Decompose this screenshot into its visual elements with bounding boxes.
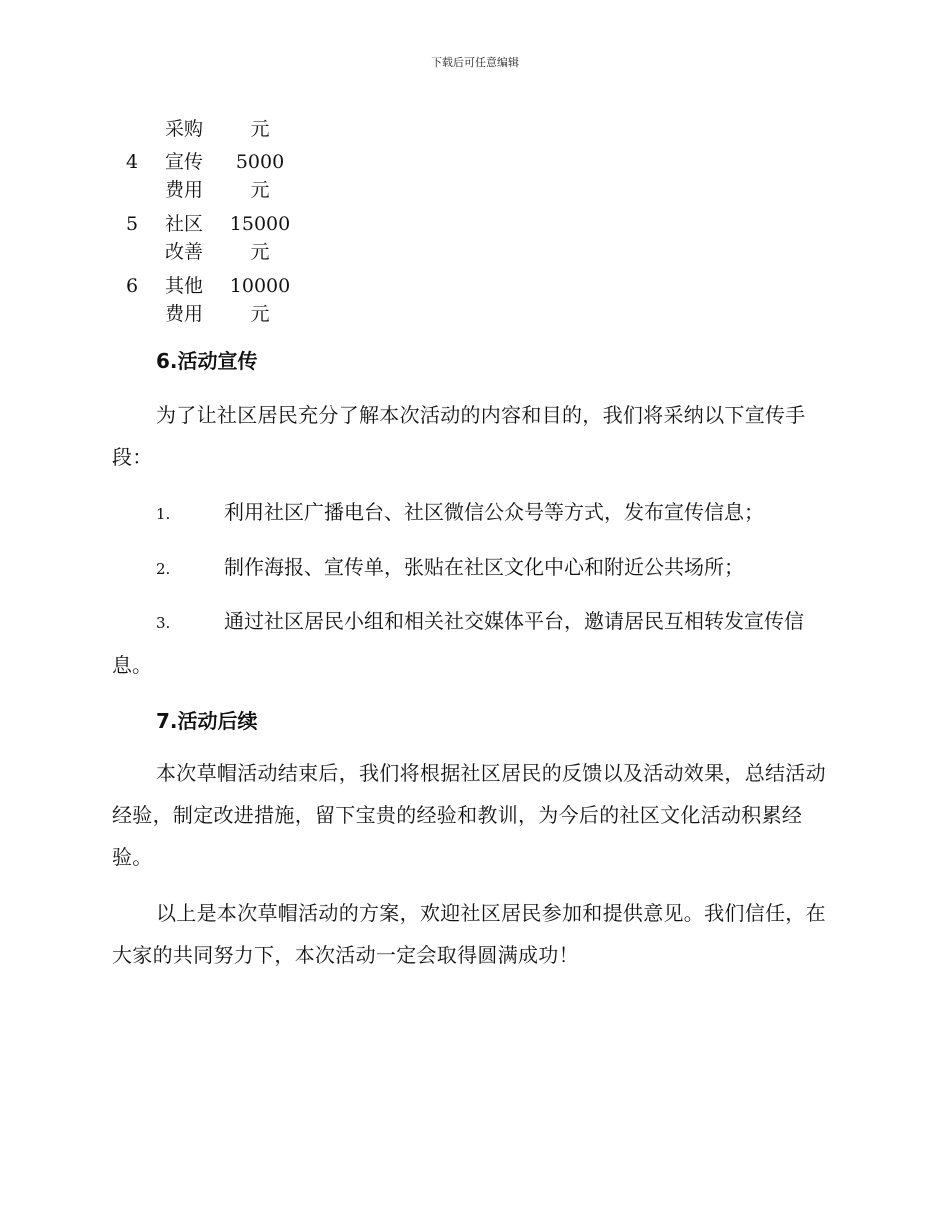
row-number: 5 <box>126 213 139 235</box>
row-number: 4 <box>126 151 139 173</box>
row-item-line2: 费用 <box>165 303 204 325</box>
row-amount: 15000 <box>229 213 291 235</box>
row-amount: 10000 <box>229 275 291 297</box>
list-item <box>112 491 832 535</box>
row-item: 采购 <box>165 118 204 140</box>
row-item: 其他 <box>165 275 204 297</box>
list-text: 通过社区居民小组和相关社交媒体平台，邀请居民互相转发宣传信息。 <box>112 609 804 677</box>
list-item <box>112 546 832 590</box>
table-row <box>0 148 950 208</box>
table-row <box>0 115 950 145</box>
row-item-line2: 费用 <box>165 179 204 201</box>
list-text: 制作海报、宣传单，张贴在社区文化中心和附近公共场所； <box>224 555 744 579</box>
row-amount-line2: 元 <box>250 241 270 263</box>
list-number: 3. <box>156 614 171 632</box>
row-amount: 5000 <box>235 151 285 173</box>
list-number: 2. <box>156 560 171 578</box>
row-number: 6 <box>126 275 139 297</box>
section-heading: 6.活动宣传 <box>156 349 258 373</box>
row-amount-line2: 元 <box>250 179 270 201</box>
paragraph: 以上是本次草帽活动的方案，欢迎社区居民参加和提供意见。我们信任，在大家的共同努力下，本次活动一定会取得圆满成功！ <box>112 901 826 967</box>
row-amount-line2: 元 <box>250 303 270 325</box>
row-item: 宣传 <box>165 151 204 173</box>
table-row <box>0 210 950 270</box>
row-item-line2: 改善 <box>165 241 204 263</box>
page-header: 下载后可任意编辑 <box>431 56 519 69</box>
list-item <box>112 600 832 686</box>
row-item: 社区 <box>165 213 204 235</box>
table-row <box>0 272 950 332</box>
section-heading: 7.活动后续 <box>156 709 258 733</box>
row-amount: 元 <box>250 118 270 140</box>
list-text: 利用社区广播电台、社区微信公众号等方式，发布宣传信息； <box>224 500 764 524</box>
list-number: 1. <box>156 505 171 523</box>
paragraph: 本次草帽活动结束后，我们将根据社区居民的反馈以及活动效果，总结活动经验，制定改进措施，留下宝贵的经验和教训，为今后的社区文化活动积累经验。 <box>112 761 826 869</box>
paragraph: 为了让社区居民充分了解本次活动的内容和目的，我们将采纳以下宣传手段： <box>112 403 806 469</box>
